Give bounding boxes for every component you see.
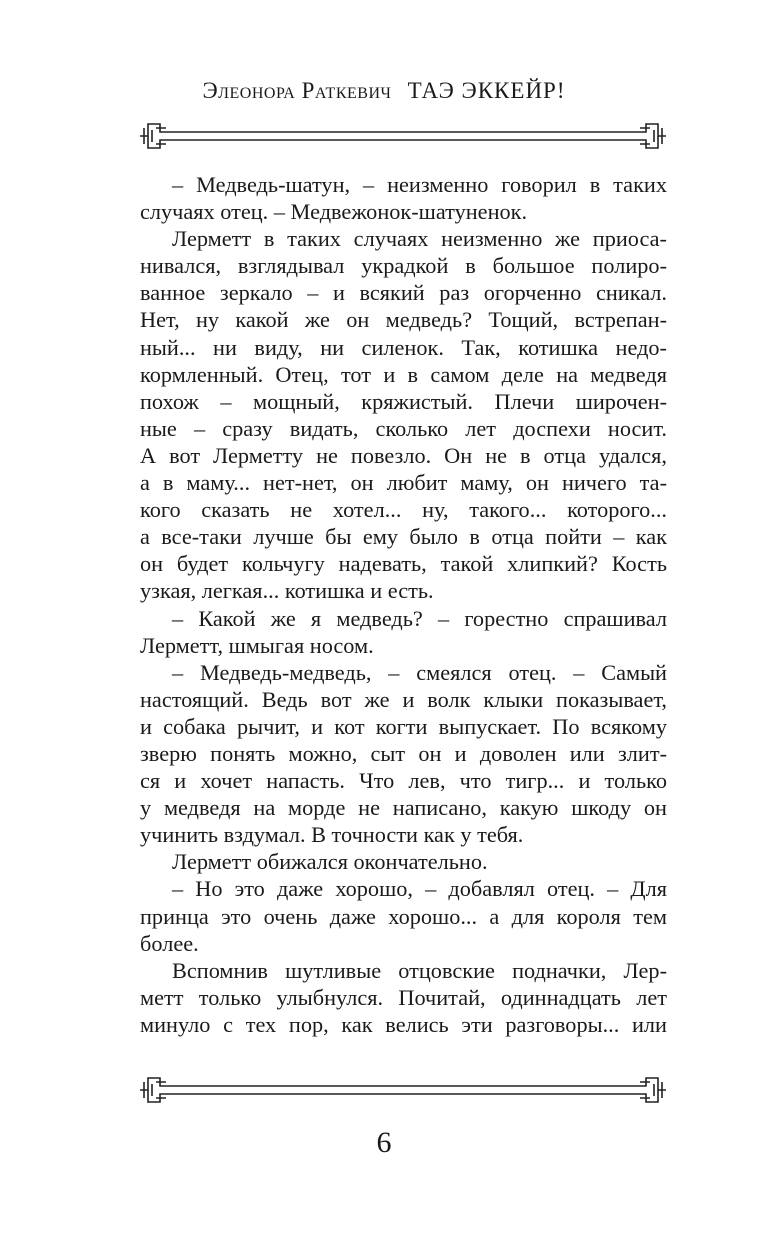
running-head <box>0 78 768 104</box>
text-line: а все-таки лучше бы ему было в отца пойти – как <box>140 524 667 550</box>
text-line: ванное зеркало – и всякий раз огорченно сникал. <box>140 280 667 306</box>
text-line: – Медведь-шатун, – неизменно говорил в таких <box>172 172 667 197</box>
text-line: похож – мощный, кряжистый. Плечи широчен- <box>140 388 667 414</box>
text-line: он будет кольчугу надевать, такой хлипкий? Кость <box>140 551 667 577</box>
text-line: узкая, легкая... котишка и есть. <box>140 578 434 604</box>
text-line: – Какой же я медведь? – горестно спрашивал <box>172 605 667 631</box>
author-name: Элеонора Раткевич <box>202 78 392 103</box>
text-line: кормленный. Отец, тот и в самом деле на медведя <box>140 361 667 387</box>
text-line: ный... ни виду, ни силенок. Так, котишка недо- <box>140 334 667 360</box>
text-line: Вспомнив шутливые отцовские подначки, Лер- <box>172 957 667 983</box>
text-line: метт только улыбнулся. Почитай, одиннадцать лет <box>140 984 667 1010</box>
ornament-divider-bottom <box>136 1072 670 1108</box>
text-line: а в маму... нет-нет, он любит маму, он ничего та- <box>140 470 667 496</box>
book-title: ТАЭ ЭККЕЙР! <box>407 78 566 103</box>
text-line: кого сказать не хотел... ну, такого... которого... <box>140 497 667 523</box>
text-line: Лерметт в таких случаях неизменно же приоса- <box>172 226 667 252</box>
text-line: принца это очень даже хорошо... а для короля тем <box>140 903 667 929</box>
text-line: Лерметт, шмыгая носом. <box>140 632 374 658</box>
text-line: и собака рычит, и кот когти выпускает. По всякому <box>140 713 667 739</box>
body-text <box>140 171 667 1038</box>
text-line: настоящий. Ведь вот же и волк клыки показывает, <box>140 686 667 712</box>
text-line: Лерметт обижался окончательно. <box>172 849 488 875</box>
text-line: учинить вздумал. В точности как у тебя. <box>140 822 524 848</box>
page-number: 6 <box>376 1126 392 1159</box>
text-line: ные – сразу видать, сколько лет доспехи носит. <box>140 415 667 441</box>
text-line: у медведя на морде не написано, какую шкоду он <box>140 795 667 821</box>
text-line: ся и хочет напасть. Что лев, что тигр... и только <box>140 768 667 794</box>
text-line: зверю понять можно, сыт он и доволен или злит- <box>140 740 667 766</box>
text-line: Нет, ну какой же он медведь? Тощий, встрепан- <box>140 307 667 333</box>
text-line: нивался, взглядывал украдкой в большое полиро- <box>140 253 667 279</box>
text-line: случаях отец. – Медвежонок-шатуненок. <box>140 199 528 225</box>
text-line: минуло с тех пор, как велись эти разговоры... или <box>140 1011 667 1037</box>
text-line: – Медведь-медведь, – смеялся отец. – Самый <box>172 659 667 685</box>
ornament-divider-top <box>136 118 670 154</box>
text-line: более. <box>140 930 199 956</box>
text-line: – Но это даже хорошо, – добавлял отец. – Для <box>172 876 667 902</box>
text-line: А вот Лерметту не повезло. Он не в отца удался, <box>140 442 667 468</box>
